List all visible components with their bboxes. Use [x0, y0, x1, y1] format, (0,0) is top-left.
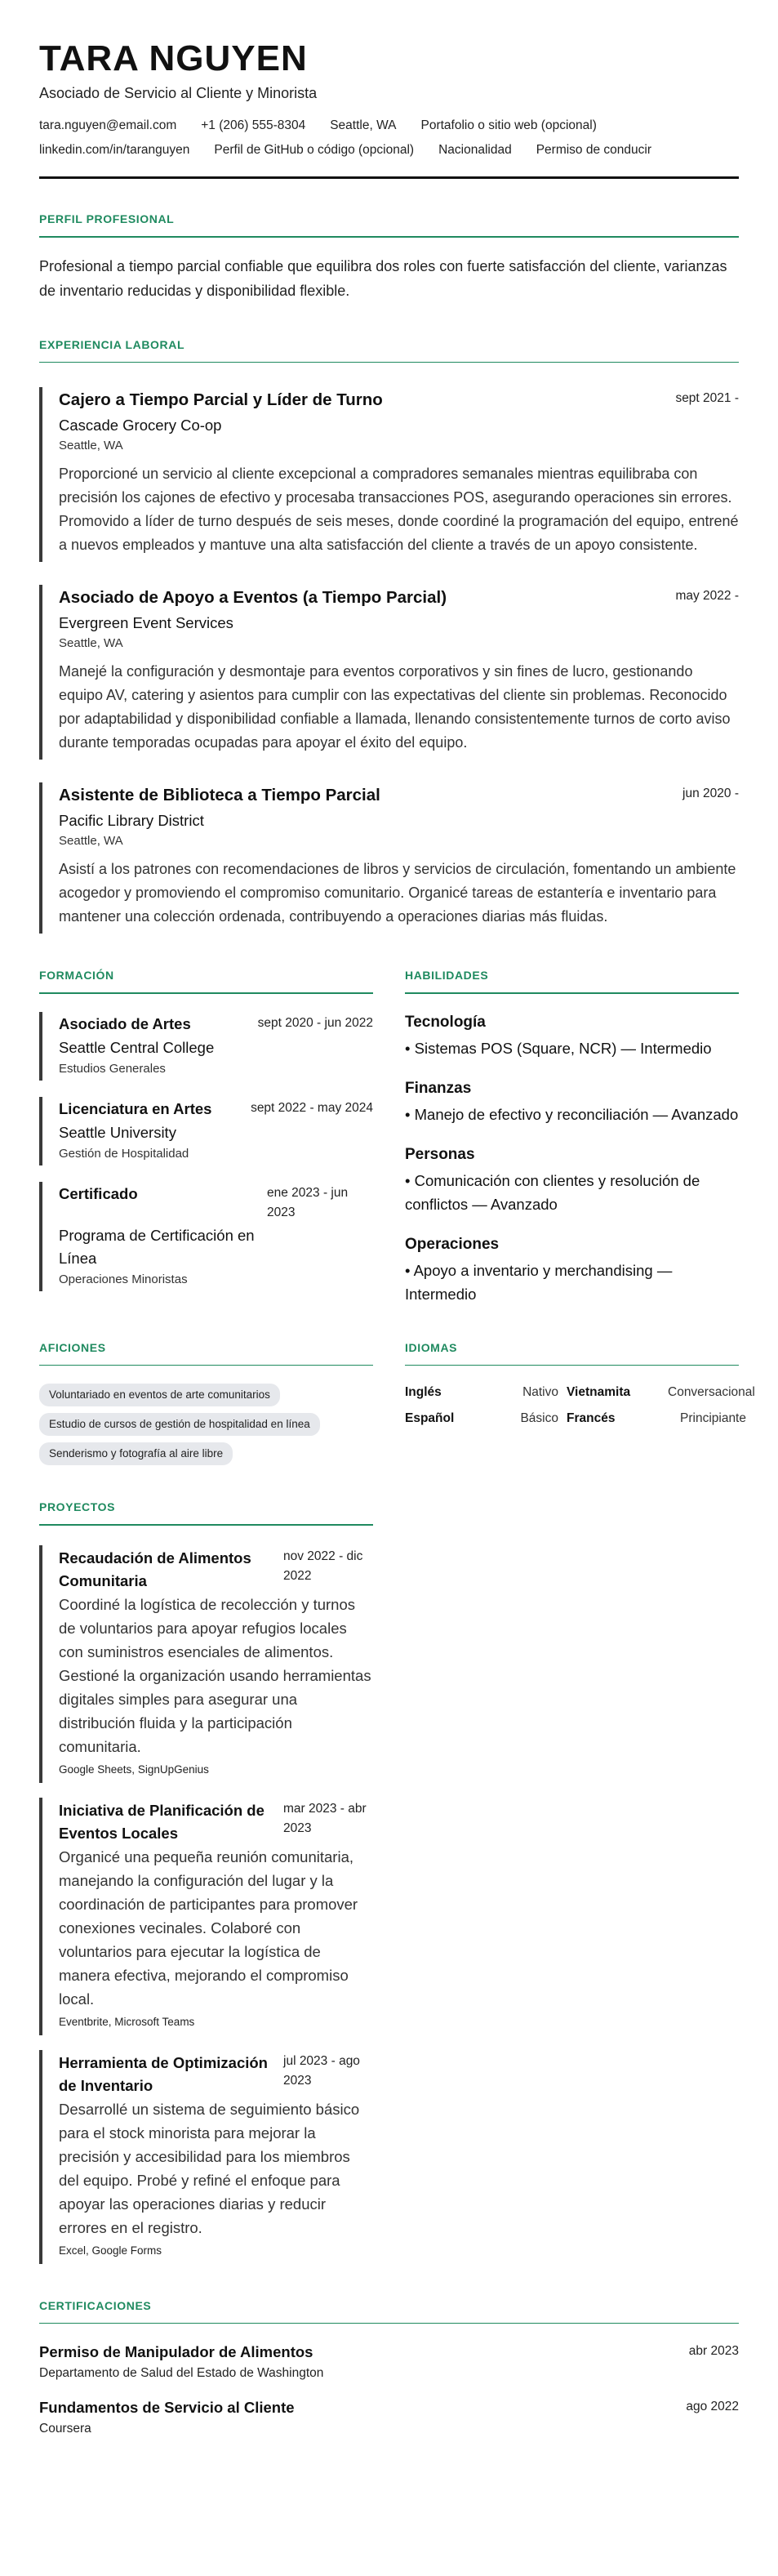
section-divider — [405, 1365, 739, 1366]
job-company: Evergreen Event Services — [59, 614, 233, 631]
certification-issuer: Coursera — [39, 2422, 91, 2436]
languages-section — [405, 1340, 755, 1466]
degree-date: sept 2022 - may 2024 — [251, 1100, 373, 1115]
degree-date: ene 2023 - jun 2023 — [267, 1185, 349, 1219]
resume-header — [39, 38, 739, 179]
contact-license: Permiso de conducir — [536, 143, 651, 157]
language-name: Vietnamita — [567, 1385, 631, 1399]
job-description: Asistí a los patrones con recomendaciones de libros y servicios de circulación, fomentando un ambiente acogedor y promoviendo el compromiso comunitario. Organicé tareas de estantería e inventario para mantener una colección ordenada, contribuyendo a operaciones diarias más fluidas. — [59, 861, 736, 925]
contact-nationality: Nacionalidad — [438, 143, 512, 157]
degree-title: Certificado — [59, 1184, 138, 1202]
certification-date: abr 2023 — [688, 2344, 739, 2358]
job-location: Seattle, WA — [59, 834, 123, 848]
contact-portfolio[interactable]: Portafolio o sitio web (opcional) — [420, 118, 597, 132]
skill-item: • Sistemas POS (Square, NCR) — Intermedio — [405, 1039, 712, 1057]
section-title-hobbies: AFICIONES — [39, 1340, 106, 1354]
summary-section — [39, 212, 739, 303]
hobby-pill: Voluntariado en eventos de arte comunitarios — [39, 1384, 280, 1406]
project-entry — [39, 1545, 373, 1783]
contact-github[interactable]: Perfil de GitHub o código (opcional) — [214, 143, 415, 157]
certifications-section — [39, 2298, 739, 2439]
section-title-languages: IDIOMAS — [405, 1340, 458, 1354]
certification-name: Permiso de Manipulador de Alimentos — [39, 2343, 313, 2360]
certification-entry — [39, 2397, 739, 2438]
section-divider — [39, 992, 373, 994]
section-divider — [405, 992, 739, 994]
job-company: Pacific Library District — [59, 812, 204, 829]
study-field: Gestión de Hospitalidad — [59, 1146, 189, 1161]
degree-date: sept 2020 - jun 2022 — [257, 1015, 373, 1030]
project-description: Organicé una pequeña reunión comunitaria, manejando la configuración del lugar y la coordinación de participantes para promover conexiones vecinales. Colaboré con voluntarios para ejecutar la logística de manera efectiva, mejorando el compromiso local. — [59, 1847, 358, 2008]
summary-text: Profesional a tiempo parcial confiable que equilibra dos roles con fuerte satisfacción del cliente, varianzas de inventario reducidas y disponibilidad flexible. — [39, 257, 727, 299]
section-divider — [39, 2323, 739, 2324]
job-company: Cascade Grocery Co-op — [59, 417, 222, 434]
header-divider — [39, 176, 739, 179]
skill-category — [405, 1234, 739, 1306]
education-entry — [39, 1097, 373, 1165]
hobbies-languages-row — [39, 1340, 755, 1466]
job-location: Seattle, WA — [59, 439, 123, 452]
project-date: nov 2022 - dic 2022 — [283, 1549, 363, 1583]
job-date: jun 2020 - — [682, 787, 739, 800]
section-title-education: FORMACIÓN — [39, 969, 114, 982]
certification-name: Fundamentos de Servicio al Cliente — [39, 2399, 295, 2416]
section-title-experience: EXPERIENCIA LABORAL — [39, 337, 185, 351]
project-description: Desarrollé un sistema de seguimiento básico para el stock minorista para mejorar la precisión y accesibilidad para los miembros del equipo. Probé y refiné el enfoque para apoyar las operaciones diarias y reducir errores en el registro. — [59, 2100, 360, 2236]
education-skills-row — [39, 968, 739, 1306]
section-title-projects: PROYECTOS — [39, 1500, 116, 1513]
project-tools: Eventbrite, Microsoft Teams — [59, 2015, 195, 2028]
experience-entry — [39, 585, 739, 760]
certification-entry — [39, 2342, 739, 2382]
experience-entry — [39, 387, 739, 562]
experience-entry — [39, 782, 739, 934]
contact-phone[interactable]: +1 (206) 555-8304 — [201, 118, 306, 132]
study-field: Estudios Generales — [59, 1061, 166, 1076]
projects-section — [39, 1500, 373, 2264]
contact-location: Seattle, WA — [330, 118, 397, 132]
skill-category — [405, 1012, 739, 1060]
project-entry — [39, 1798, 373, 2035]
project-tools: Google Sheets, SignUpGenius — [59, 1763, 209, 1776]
job-date: sept 2021 - — [675, 391, 739, 405]
language-name: Inglés — [405, 1385, 442, 1399]
hobby-pill: Senderismo y fotografía al aire libre — [39, 1442, 233, 1465]
contact-linkedin[interactable]: linkedin.com/in/taranguyen — [39, 143, 190, 157]
skill-category-name: Operaciones — [405, 1235, 500, 1253]
project-date: jul 2023 - ago 2023 — [283, 2053, 360, 2088]
job-description: Manejé la configuración y desmontaje para eventos corporativos y sin fines de lucro, gestionando equipo AV, catering y asientos para cumplir con las expectativas del cliente sin problemas. Reconocido por adaptabilidad y disponibilidad confiable a llamada, llenando consistentemente turnos de corto aviso durante temporadas ocupadas para apoyar el éxito del equipo. — [59, 663, 731, 751]
job-date: may 2022 - — [675, 589, 739, 603]
education-section — [39, 968, 373, 1306]
project-date: mar 2023 - abr 2023 — [283, 1801, 367, 1835]
skill-category-name: Finanzas — [405, 1079, 472, 1097]
section-divider — [39, 236, 739, 238]
hobbies-section — [39, 1340, 373, 1466]
skill-item: • Manejo de efectivo y reconciliación — Avanzado — [405, 1105, 739, 1123]
skill-category — [405, 1078, 739, 1126]
projects-row — [39, 1500, 739, 2264]
section-title-skills: HABILIDADES — [405, 969, 489, 982]
job-title: Asistente de Biblioteca a Tiempo Parcial — [59, 786, 380, 804]
project-title: Iniciativa de Planificación de Eventos Locales — [59, 1801, 265, 1842]
section-divider — [39, 362, 739, 363]
skill-item: • Apoyo a inventario y merchandising — Intermedio — [405, 1261, 673, 1303]
section-divider — [39, 1524, 373, 1526]
job-title: Asociado de Apoyo a Eventos (a Tiempo Parcial) — [59, 588, 447, 607]
project-entry — [39, 2050, 373, 2264]
job-location: Seattle, WA — [59, 636, 123, 650]
section-title-summary: PERFIL PROFESIONAL — [39, 212, 175, 225]
language-level: Básico — [520, 1411, 558, 1425]
candidate-role: Asociado de Servicio al Cliente y Minorista — [39, 85, 318, 101]
language-name: Español — [405, 1411, 455, 1425]
certification-date: ago 2022 — [686, 2400, 739, 2413]
project-description: Coordiné la logística de recolección y turnos de voluntarios para apoyar refugios locales con suministros esenciales de alimentos. Gestioné la organización usando herramientas digitales simples para asegurar una distribución fluida y la participación comunitaria. — [59, 1595, 371, 1755]
contact-email[interactable]: tara.nguyen@email.com — [39, 118, 177, 132]
contact-list — [39, 118, 741, 158]
skill-item: • Comunicación con clientes y resolución de conflictos — Avanzado — [405, 1171, 700, 1213]
school-name: Seattle University — [59, 1123, 176, 1141]
study-field: Operaciones Minoristas — [59, 1272, 188, 1286]
education-entry — [39, 1182, 373, 1291]
school-name: Seattle Central College — [59, 1038, 215, 1056]
project-tools: Excel, Google Forms — [59, 2244, 162, 2257]
section-title-certifications: CERTIFICACIONES — [39, 2298, 152, 2312]
hobby-pill: Estudio de cursos de gestión de hospitalidad en línea — [39, 1413, 320, 1436]
project-title: Recaudación de Alimentos Comunitaria — [59, 1549, 251, 1589]
hobby-list — [39, 1384, 373, 1465]
skills-section — [405, 968, 739, 1306]
project-title: Herramienta de Optimización de Inventario — [59, 2053, 268, 2094]
language-level: Principiante — [680, 1411, 746, 1425]
skill-category — [405, 1144, 739, 1216]
language-name: Francés — [567, 1411, 616, 1425]
job-title: Cajero a Tiempo Parcial y Líder de Turno — [59, 390, 383, 409]
education-entry — [39, 1012, 373, 1081]
degree-title: Licenciatura en Artes — [59, 1099, 212, 1117]
certification-issuer: Departamento de Salud del Estado de Washington — [39, 2366, 324, 2380]
skill-category-name: Personas — [405, 1145, 475, 1163]
candidate-name: TARA NGUYEN — [39, 38, 308, 78]
school-name: Programa de Certificación en Línea — [59, 1226, 255, 1267]
language-level: Nativo — [522, 1385, 558, 1399]
experience-section — [39, 337, 739, 934]
language-level: Conversacional — [668, 1385, 755, 1399]
section-divider — [39, 1365, 373, 1366]
skill-category-name: Tecnología — [405, 1013, 486, 1031]
language-grid — [405, 1384, 755, 1428]
job-description: Proporcioné un servicio al cliente excepcional a compradores semanales mientras equilibraba con precisión los cajones de efectivo y procesaba transacciones POS, asegurando operaciones sin errores. Promovido a líder de turno después de seis meses, donde coordiné la programación del equipo, entrené a nuevos empleados y mantuve una alta satisfacción del cliente a través de un apoyo consistente. — [59, 466, 739, 553]
degree-title: Asociado de Artes — [59, 1014, 191, 1032]
